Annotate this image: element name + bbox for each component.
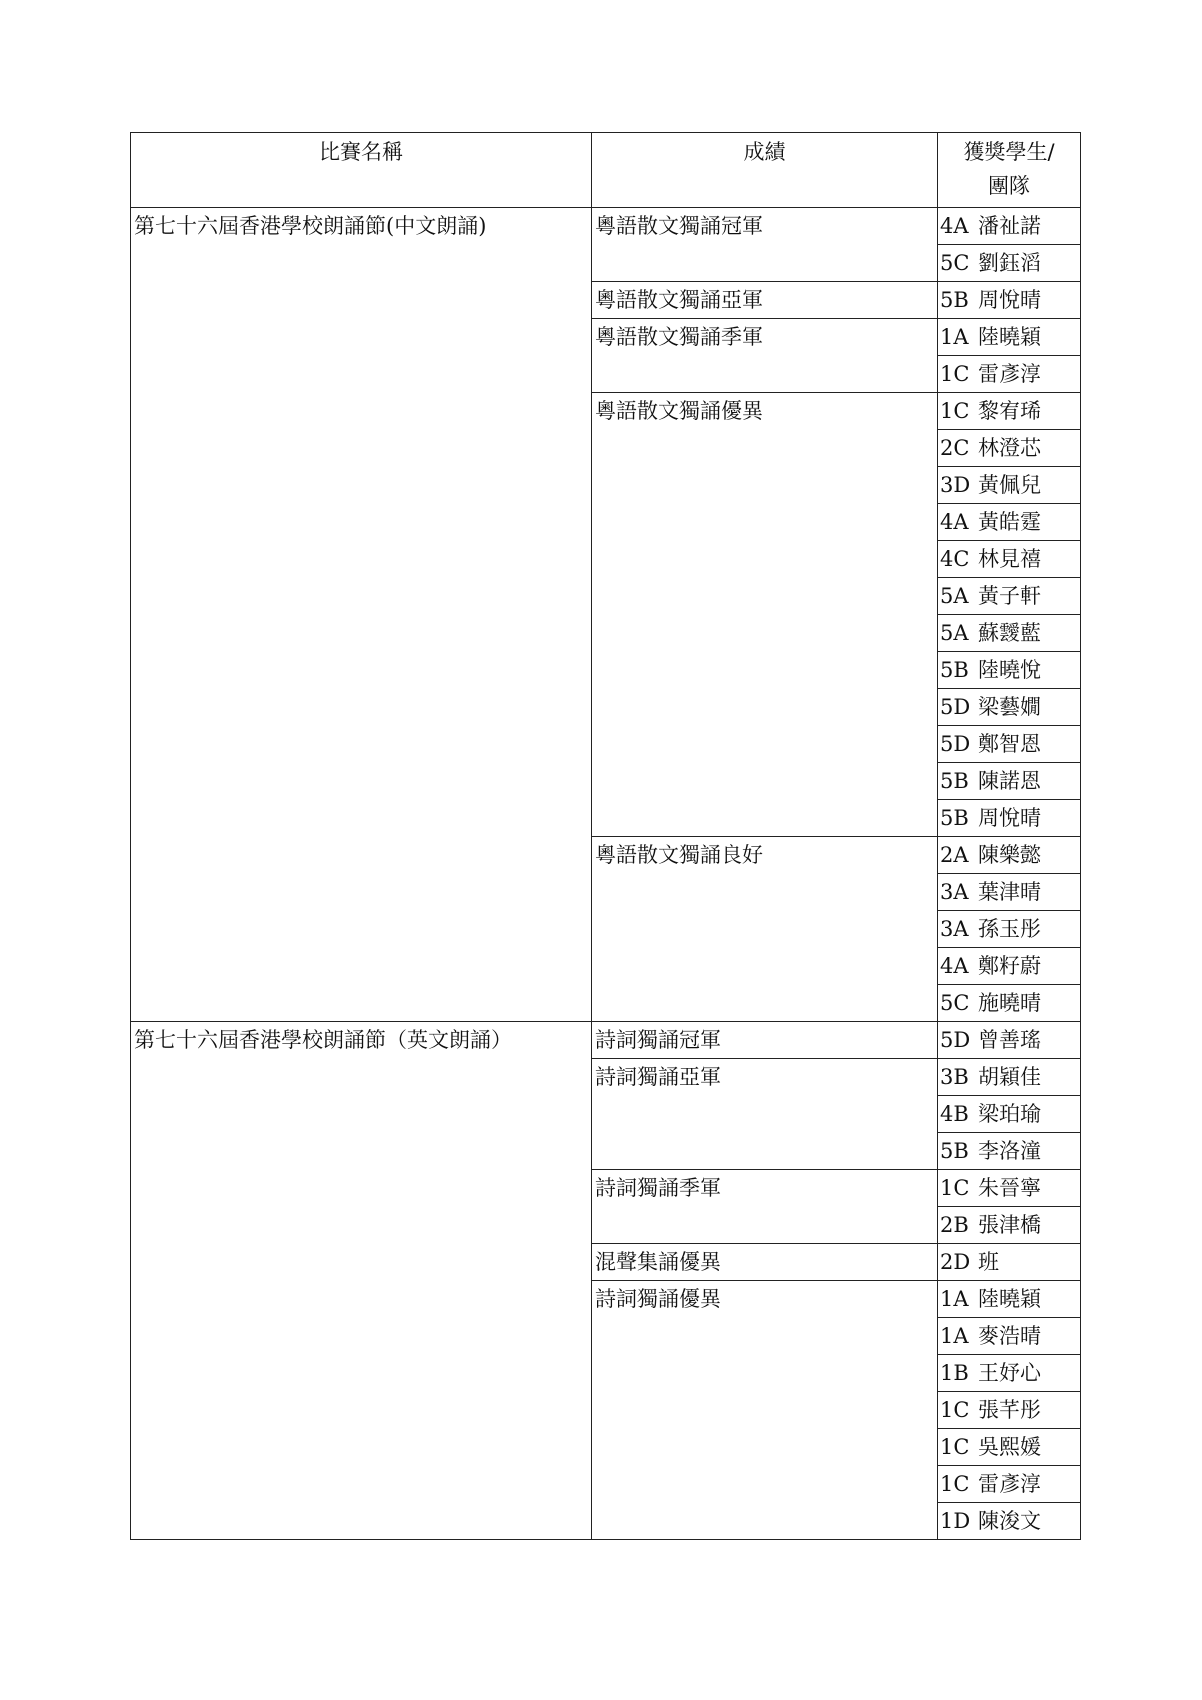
result-cell: 粵語散文獨誦冠軍 — [592, 208, 938, 282]
student-class: 5B — [940, 658, 969, 682]
student-class: 1C — [940, 1472, 970, 1496]
student-class: 4B — [940, 1102, 969, 1126]
student-class: 1B — [940, 1361, 969, 1385]
student-name: 雷彥淳 — [978, 1472, 1041, 1496]
student-class: 1A — [940, 1287, 969, 1311]
student-cell — [938, 948, 1081, 985]
student-class: 2C — [940, 436, 970, 460]
student-cell — [938, 763, 1081, 800]
student-class: 1C — [940, 1176, 970, 1200]
student-cell — [938, 1059, 1081, 1096]
awards-body — [131, 208, 1081, 1540]
student-class: 1A — [940, 325, 969, 349]
student-cell — [938, 393, 1081, 430]
student-class: 4A — [940, 214, 969, 238]
student-cell — [938, 1503, 1081, 1540]
student-name: 李洛潼 — [978, 1139, 1041, 1163]
student-name: 梁藝嫺 — [978, 695, 1041, 719]
student-name: 吳熙媛 — [978, 1435, 1041, 1459]
student-name: 黃佩兒 — [978, 473, 1041, 497]
student-class: 4A — [940, 510, 969, 534]
student-cell — [938, 282, 1081, 319]
student-cell — [938, 1170, 1081, 1207]
student-cell — [938, 356, 1081, 393]
student-class: 5B — [940, 806, 969, 830]
student-name: 黃皓霆 — [978, 510, 1041, 534]
student-name: 周悅晴 — [978, 806, 1041, 830]
student-name: 朱晉寧 — [978, 1176, 1041, 1200]
student-name: 葉津晴 — [978, 880, 1041, 904]
student-name: 周悅晴 — [978, 288, 1041, 312]
student-class: 1C — [940, 399, 970, 423]
student-name: 陸曉穎 — [978, 1287, 1041, 1311]
result-cell: 粵語散文獨誦良好 — [592, 837, 938, 1022]
student-class: 4C — [940, 547, 970, 571]
student-class: 5C — [940, 251, 970, 275]
student-cell — [938, 1207, 1081, 1244]
student-class: 5D — [940, 1028, 971, 1052]
student-cell — [938, 1318, 1081, 1355]
student-name: 張津橋 — [978, 1213, 1041, 1237]
student-class: 2D — [940, 1250, 971, 1274]
student-cell — [938, 319, 1081, 356]
student-class: 1C — [940, 1435, 970, 1459]
student-cell — [938, 1392, 1081, 1429]
student-name: 蘇靉藍 — [978, 621, 1041, 645]
student-cell — [938, 1133, 1081, 1170]
student-name: 孫玉彤 — [978, 917, 1041, 941]
student-name: 林見禧 — [978, 547, 1041, 571]
student-class: 5A — [940, 584, 969, 608]
student-cell — [938, 1022, 1081, 1059]
student-cell — [938, 1466, 1081, 1503]
student-class: 5D — [940, 732, 971, 756]
student-name: 陳浚文 — [978, 1509, 1041, 1533]
student-cell — [938, 911, 1081, 948]
student-class: 1C — [940, 362, 970, 386]
student-name: 王妤心 — [978, 1361, 1041, 1385]
student-cell — [938, 430, 1081, 467]
student-name: 鄭籽蔚 — [978, 954, 1041, 978]
student-cell — [938, 874, 1081, 911]
student-cell — [938, 208, 1081, 245]
student-cell — [938, 467, 1081, 504]
student-cell — [938, 615, 1081, 652]
student-name: 陸曉悅 — [978, 658, 1041, 682]
student-cell — [938, 689, 1081, 726]
student-cell — [938, 837, 1081, 874]
student-cell — [938, 578, 1081, 615]
student-name: 林澄芯 — [978, 436, 1041, 460]
student-name: 陸曉穎 — [978, 325, 1041, 349]
student-class: 5C — [940, 991, 970, 1015]
header-competition: 比賽名稱 — [131, 133, 592, 208]
competition-cell: 第七十六屆香港學校朗誦節（英文朗誦） — [131, 1022, 592, 1540]
student-class: 5B — [940, 1139, 969, 1163]
student-cell — [938, 1281, 1081, 1318]
student-class: 1A — [940, 1324, 969, 1348]
student-name: 陳諾恩 — [978, 769, 1041, 793]
student-cell — [938, 726, 1081, 763]
student-class: 5B — [940, 288, 969, 312]
student-name: 曾善瑤 — [978, 1028, 1041, 1052]
result-cell: 粵語散文獨誦亞軍 — [592, 282, 938, 319]
student-class: 1C — [940, 1398, 970, 1422]
result-cell: 詩詞獨誦冠軍 — [592, 1022, 938, 1059]
student-cell — [938, 504, 1081, 541]
student-name: 梁珀瑜 — [978, 1102, 1041, 1126]
result-cell: 粵語散文獨誦優異 — [592, 393, 938, 837]
result-cell: 詩詞獨誦優異 — [592, 1281, 938, 1540]
student-name: 黃子軒 — [978, 584, 1041, 608]
student-cell — [938, 541, 1081, 578]
student-class: 3A — [940, 917, 969, 941]
student-cell — [938, 245, 1081, 282]
result-cell: 詩詞獨誦季軍 — [592, 1170, 938, 1244]
student-class: 3D — [940, 473, 971, 497]
student-class: 2A — [940, 843, 969, 867]
student-cell — [938, 1244, 1081, 1281]
student-name: 黎宥琋 — [978, 399, 1041, 423]
student-class: 3B — [940, 1065, 969, 1089]
student-name: 雷彥淳 — [978, 362, 1041, 386]
student-class: 5A — [940, 621, 969, 645]
result-cell: 混聲集誦優異 — [592, 1244, 938, 1281]
student-class: 4A — [940, 954, 969, 978]
header-result: 成績 — [592, 133, 938, 208]
student-name: 班 — [978, 1250, 999, 1274]
student-cell — [938, 652, 1081, 689]
student-class: 2B — [940, 1213, 969, 1237]
student-class: 3A — [940, 880, 969, 904]
student-name: 潘祉諾 — [978, 214, 1041, 238]
student-name: 麥浩晴 — [978, 1324, 1041, 1348]
student-name: 陳樂懿 — [978, 843, 1041, 867]
result-cell: 詩詞獨誦亞軍 — [592, 1059, 938, 1170]
awards-table — [130, 132, 1081, 1540]
student-cell — [938, 800, 1081, 837]
student-name: 施曉晴 — [978, 991, 1041, 1015]
table-row — [131, 208, 1081, 245]
student-class: 5D — [940, 695, 971, 719]
student-class: 1D — [940, 1509, 971, 1533]
table-row — [131, 1022, 1081, 1059]
student-cell — [938, 1355, 1081, 1392]
student-name: 鄭智恩 — [978, 732, 1041, 756]
header-row — [131, 133, 1081, 208]
student-name: 胡穎佳 — [978, 1065, 1041, 1089]
student-cell — [938, 985, 1081, 1022]
student-cell — [938, 1429, 1081, 1466]
student-class: 5B — [940, 769, 969, 793]
competition-cell: 第七十六屆香港學校朗誦節(中文朗誦) — [131, 208, 592, 1022]
header-students: 獲獎學生/ 團隊 — [938, 133, 1081, 208]
student-name: 劉鈺滔 — [978, 251, 1041, 275]
student-name: 張芊彤 — [978, 1398, 1041, 1422]
result-cell: 粵語散文獨誦季軍 — [592, 319, 938, 393]
student-cell — [938, 1096, 1081, 1133]
